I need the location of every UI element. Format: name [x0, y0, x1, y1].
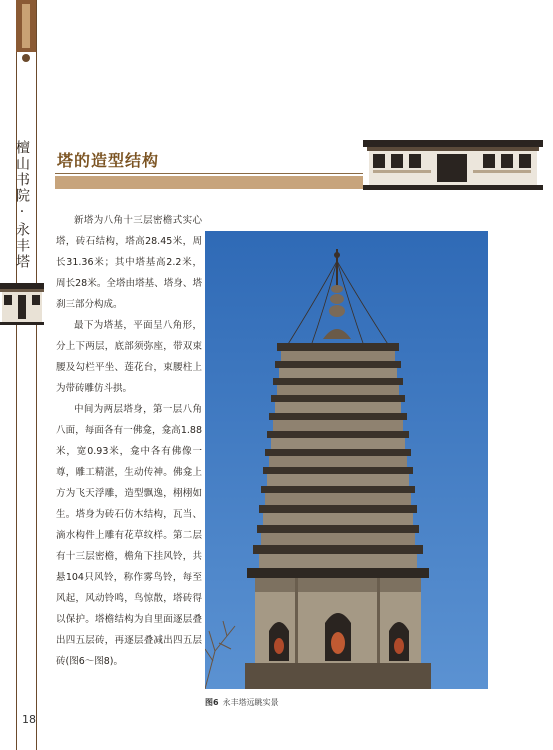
section-header	[55, 140, 545, 190]
body-paragraph-2: 最下为塔基，平面呈八角形，分上下两层，底部须弥座，带双束腰及勾栏平坐、莲花台，束腰柱上为带砖雕仿斗拱。	[56, 320, 202, 394]
spine-line-left	[16, 0, 17, 750]
spine-knob	[22, 54, 30, 62]
pagoda-photo	[205, 231, 488, 689]
body-paragraph-3: 中间为两层塔身，第一层八角八面，每面各有一佛龛，龛高1.88米，宽0.93米，龛中各有佛像一尊，雕工精湛，生动传神。佛龛上方为飞天浮雕，造型飘逸，栩栩如生。塔身为砖石仿木结构，瓦当、滴水构件上雕有花草纹样。第二层有十三层密檐，檐角下挂风铃，共悬104只风铃，称作雾鸟铃，每至风起，风动铃鸣，鸟惊散，塔砖得以保护。塔檐结构为自里面逐层叠出四五层砖，再逐层叠减出四五层砖(图6～图8)。	[56, 404, 202, 667]
header-band	[55, 176, 363, 189]
spine-ornament	[16, 0, 36, 52]
series-title: 檀山书院·永丰塔	[14, 140, 30, 270]
header-rule	[55, 173, 363, 174]
header-building-illustration	[363, 140, 543, 190]
spine-line-right	[36, 0, 37, 750]
section-title: 塔的造型结构	[57, 151, 160, 170]
body-text	[56, 210, 202, 672]
figure-label: 图6	[205, 698, 219, 707]
figure-caption-text: 永丰塔远眺实景	[222, 698, 279, 707]
figure-caption	[205, 697, 279, 708]
side-building-illustration	[0, 283, 44, 325]
body-paragraph-1: 新塔为八角十三层密檐式实心塔，砖石结构，塔高28.45米，周长31.36米；其中塔基高2.2米，周长28米。全塔由塔基、塔身、塔刹三部分构成。	[56, 215, 202, 310]
page-number: 18	[22, 713, 36, 726]
